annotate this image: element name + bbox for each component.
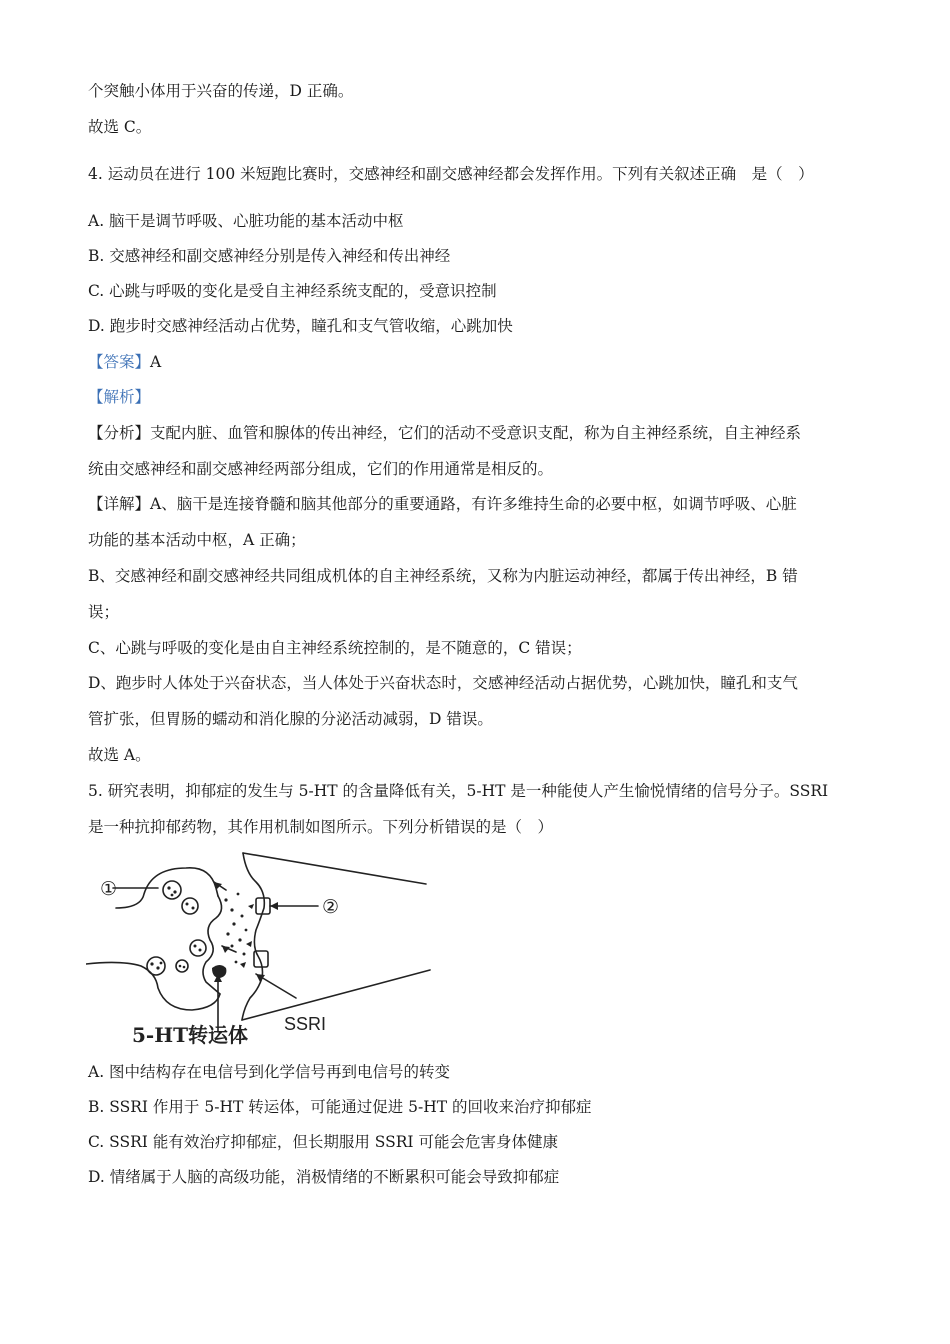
question-4-option-a: A. 脑干是调节呼吸、心脏功能的基本活动中枢 bbox=[88, 212, 404, 230]
synapse-diagram bbox=[86, 848, 434, 1048]
analysis-detail-line: 功能的基本活动中枢，A 正确； bbox=[88, 531, 306, 549]
answer-line bbox=[88, 352, 161, 372]
question-5-option-c: C. SSRI 能有效治疗抑郁症，但长期服用 SSRI 可能会危害身体健康 bbox=[88, 1133, 558, 1151]
analysis-fenxi-line: 统由交感神经和副交感神经两部分组成，它们的作用通常是相反的。 bbox=[88, 460, 554, 478]
analysis-detail-line: 管扩张，但胃肠的蠕动和消化腺的分泌活动减弱，D 错误。 bbox=[88, 710, 493, 728]
text-line: 故选 A。 bbox=[88, 746, 151, 764]
analysis-detail-line: 【详解】A、脑干是连接脊髓和脑其他部分的重要通路，有许多维持生命的必要中枢，如调节呼吸、心脏 bbox=[88, 495, 797, 513]
question-5-stem: 5. 研究表明，抑郁症的发生与 5-HT 的含量降低有关，5-HT 是一种能使人产生愉悦情绪的信号分子。SSRI bbox=[88, 782, 829, 800]
question-4-option-b: B. 交感神经和副交感神经分别是传入神经和传出神经 bbox=[88, 247, 451, 265]
synapse-figure bbox=[86, 848, 434, 1048]
text-line: 故选 C。 bbox=[88, 118, 152, 136]
question-5-option-b: B. SSRI 作用于 5-HT 转运体，可能通过促进 5-HT 的回收来治疗抑郁症 bbox=[88, 1098, 592, 1116]
question-5-stem: 是一种抗抑郁药物，其作用机制如图所示。下列分析错误的是（ ） bbox=[88, 818, 554, 836]
figure-label-transporter: 5-HT转运体 bbox=[132, 1023, 248, 1047]
question-5-option-a: A. 图中结构存在电信号到化学信号再到电信号的转变 bbox=[88, 1063, 451, 1081]
question-4-option-c: C. 心跳与呼吸的变化是受自主神经系统支配的，受意识控制 bbox=[88, 282, 497, 300]
analysis-tag: 【解析】 bbox=[88, 388, 151, 406]
answer-value: A bbox=[150, 353, 162, 371]
question-4-stem: 4. 运动员在进行 100 米短跑比赛时，交感神经和副交感神经都会发挥作用。下列有关叙述正确 是（ ） bbox=[88, 165, 814, 183]
figure-label-ssri: SSRI bbox=[284, 1014, 327, 1034]
figure-label-1: ① bbox=[100, 879, 118, 900]
answer-tag: 【答案】 bbox=[88, 353, 151, 371]
figure-label-2: ② bbox=[322, 897, 340, 918]
analysis-detail-line: C、心跳与呼吸的变化是由自主神经系统控制的，是不随意的，C 错误； bbox=[88, 639, 582, 657]
analysis-detail-line: B、交感神经和副交感神经共同组成机体的自主神经系统，又称为内脏运动神经，都属于传出神经，B 错 bbox=[88, 567, 798, 585]
text-line: 个突触小体用于兴奋的传递，D 正确。 bbox=[88, 82, 354, 100]
analysis-fenxi-line: 【分析】支配内脏、血管和腺体的传出神经，它们的活动不受意识支配，称为自主神经系统，自主神经系 bbox=[88, 424, 802, 442]
question-5-option-d: D. 情绪属于人脑的高级功能，消极情绪的不断累积可能会导致抑郁症 bbox=[88, 1168, 560, 1186]
analysis-detail-line: D、跑步时人体处于兴奋状态，当人体处于兴奋状态时，交感神经活动占据优势，心跳加快，瞳孔和支气 bbox=[88, 674, 798, 692]
question-4-option-d: D. 跑步时交感神经活动占优势，瞳孔和支气管收缩，心跳加快 bbox=[88, 317, 513, 335]
analysis-detail-line: 误； bbox=[88, 603, 120, 621]
